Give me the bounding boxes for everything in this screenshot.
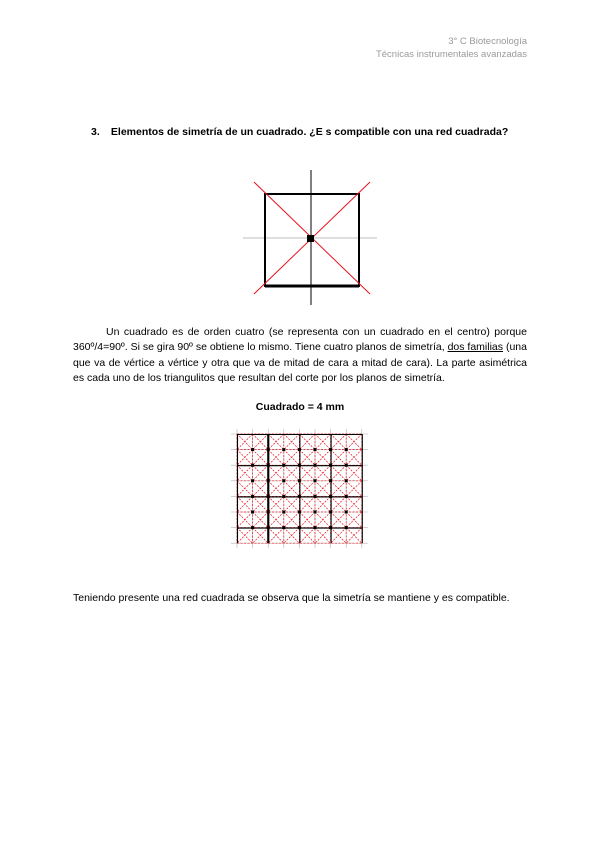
lattice-point (329, 526, 332, 529)
lattice-point (267, 495, 270, 498)
question-text: Elementos de simetría de un cuadrado. ¿E s compatible con una red cuadrada? (110, 126, 509, 138)
lattice-point (282, 464, 285, 467)
lattice-point (267, 511, 270, 514)
lattice-point (251, 448, 254, 451)
lattice-point (314, 495, 317, 498)
lattice-point (314, 448, 317, 451)
lattice-point (298, 448, 301, 451)
fourfold-axis-square (307, 235, 314, 242)
question-heading (91, 126, 551, 138)
lattice-point (267, 479, 270, 482)
lattice-point (282, 511, 285, 514)
lattice-point (282, 526, 285, 529)
lattice-point (329, 448, 332, 451)
lattice-point (329, 479, 332, 482)
lattice-point (314, 526, 317, 529)
lattice-point (345, 479, 348, 482)
lattice-point (314, 479, 317, 482)
lattice-point (314, 464, 317, 467)
lattice-point (298, 511, 301, 514)
lattice-point (267, 464, 270, 467)
square-lattice-figure (229, 428, 373, 552)
conclusion-paragraph: Teniendo presente una red cuadrada se observa que la simetría se mantiene y es compatible. (73, 592, 510, 604)
lattice-point (251, 526, 254, 529)
lattice-caption: Cuadrado = 4 mm (255, 401, 345, 413)
lattice-point (298, 479, 301, 482)
lattice-point (345, 448, 348, 451)
lattice-point (314, 511, 317, 514)
lattice-point (345, 464, 348, 467)
lattice-point (282, 479, 285, 482)
lattice-point (298, 495, 301, 498)
paragraph1-part1: Un cuadrado es de orden cuatro (se representa con un cuadrado en el centro) porque 360º/4=90º. Si se gira 90º se obtiene lo mismo. Tiene cuatro planos de simetría, (73, 326, 527, 354)
lattice-point (345, 495, 348, 498)
lattice-point (298, 526, 301, 529)
header-course: 3° C Biotecnología (448, 36, 527, 47)
square-symmetry-figure (243, 170, 377, 305)
lattice-point (329, 495, 332, 498)
lattice-point (345, 526, 348, 529)
lattice-point (345, 511, 348, 514)
paragraph1-underlined: dos familias (447, 341, 504, 354)
lattice-point (329, 464, 332, 467)
page-header (376, 35, 527, 61)
lattice-point (267, 448, 270, 451)
lattice-point (251, 511, 254, 514)
lattice-point (251, 479, 254, 482)
question-number: 3. (91, 126, 100, 138)
lattice-point (267, 526, 270, 529)
header-subject: Técnicas instrumentales avanzadas (375, 49, 527, 60)
lattice-point (282, 448, 285, 451)
lattice-point (282, 495, 285, 498)
lattice-point (329, 511, 332, 514)
lattice-point (251, 495, 254, 498)
explanation-paragraph (73, 325, 527, 387)
lattice-point (251, 464, 254, 467)
paragraph1-part2: (una que va de vértice a vértice y otra que va de mitad de cara a mitad de cara). La parte asimétrica es cada uno de los triangulitos que resultan del corte por los planos de simetría. (73, 341, 527, 385)
lattice-point (298, 464, 301, 467)
